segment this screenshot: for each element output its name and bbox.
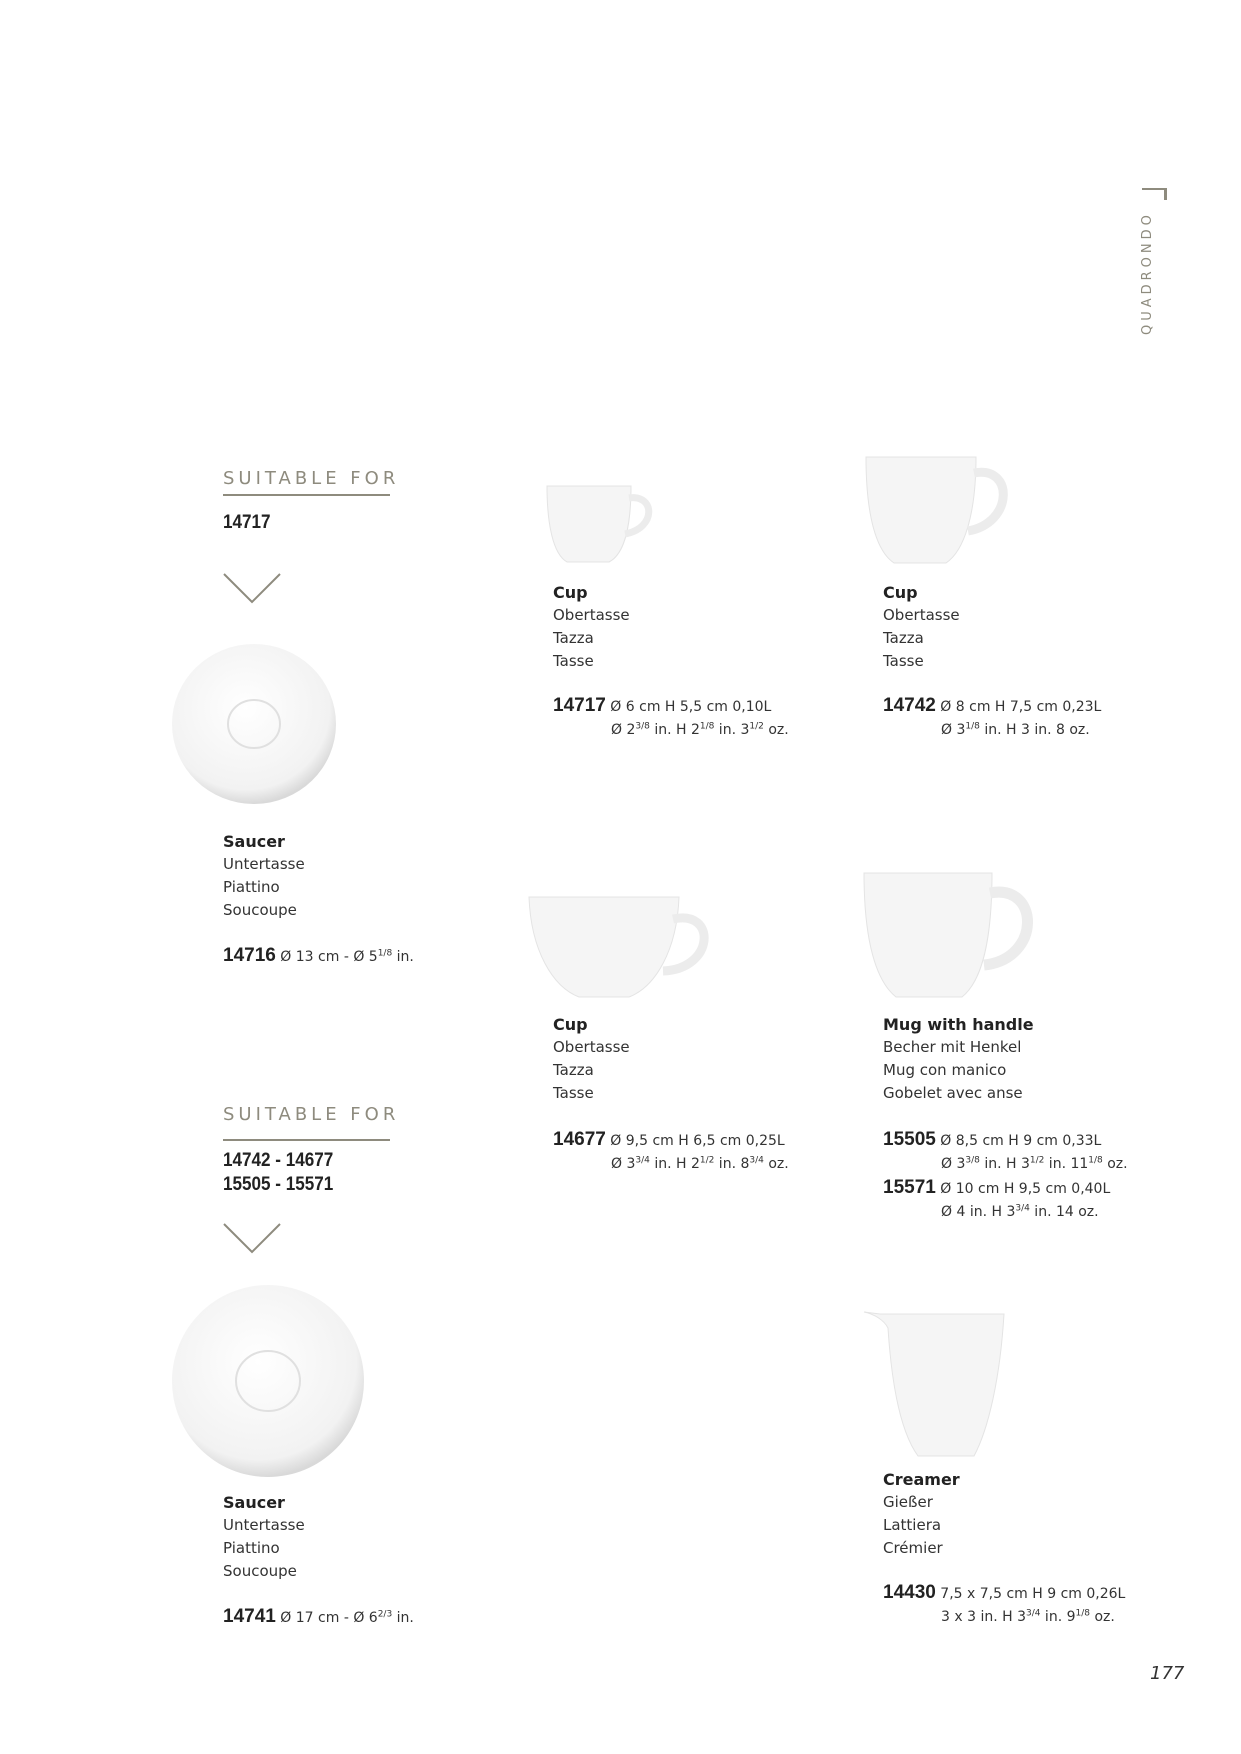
side-tab-rule-tick bbox=[1164, 188, 1167, 200]
cup-14742-names bbox=[883, 581, 960, 673]
product-code: 15505 bbox=[883, 1129, 936, 1150]
saucer-large-spec: 14741 Ø 17 cm - Ø $6^{2/3}$ in. bbox=[223, 1606, 414, 1627]
mug-spec: 15505 Ø 8,5 cm H 9 cm 0,33L Ø $3^{3/8}$ in. H $3^{1/2}$ in. $11^{1/8}$ oz. 15571 Ø 10 cm H 9,5 cm 0,40L Ø 4 in. H $3^{3/4}$ in. 14 oz. bbox=[883, 1128, 1128, 1224]
product-code: 14677 bbox=[553, 1129, 606, 1150]
cup-14717-spec: 14717 Ø 6 cm H 5,5 cm 0,10L Ø $2^{3/8}$ in. H $2^{1/8}$ in. $3^{1/2}$ oz. bbox=[553, 694, 789, 742]
suitable-for-heading-2: SUITABLE FOR bbox=[223, 1104, 400, 1125]
cup-14677-spec: 14677 Ø 9,5 cm H 6,5 cm 0,25L Ø $3^{3/4}$ in. H $2^{1/2}$ in. $8^{3/4}$ oz. bbox=[553, 1128, 789, 1176]
product-code: 14741 bbox=[223, 1606, 276, 1627]
product-name: Cup bbox=[553, 583, 588, 602]
product-name-fr: Gobelet avec anse bbox=[883, 1084, 1023, 1102]
product-code: 14430 bbox=[883, 1582, 936, 1603]
product-name-fr: Tasse bbox=[553, 1084, 594, 1102]
product-name-it: Tazza bbox=[553, 1061, 594, 1079]
product-name-it: Tazza bbox=[553, 629, 594, 647]
suitable-for-rule-2 bbox=[223, 1139, 390, 1141]
cup-14717-names bbox=[553, 581, 630, 673]
product-code: 14742 bbox=[883, 695, 936, 716]
imperial-dims: Ø 4 in. H $3^{3/4}$ in. 14 oz. bbox=[941, 1203, 1099, 1220]
product-name: Saucer bbox=[223, 1493, 285, 1512]
saucer-large-image bbox=[170, 1283, 366, 1479]
creamer-spec: 14430 7,5 x 7,5 cm H 9 cm 0,26L 3 x 3 in. H $3^{3/4}$ in. $9^{1/8}$ oz. bbox=[883, 1581, 1125, 1629]
product-name-de: Gießer bbox=[883, 1493, 933, 1511]
product-name-de: Untertasse bbox=[223, 1516, 305, 1534]
imperial-dims: Ø $3^{3/4}$ in. H $2^{1/2}$ in. $8^{3/4}$ oz. bbox=[611, 1155, 789, 1172]
product-code: 14716 bbox=[223, 945, 276, 966]
product-code: 15571 bbox=[883, 1177, 936, 1198]
suitable-for-heading: SUITABLE FOR bbox=[223, 468, 400, 489]
saucer-small-image bbox=[170, 642, 338, 807]
mug-image bbox=[862, 871, 1047, 1001]
product-name-it: Mug con manico bbox=[883, 1061, 1007, 1079]
suitable-code-2b: 15505 - 15571 bbox=[223, 1174, 334, 1195]
product-name-de: Becher mit Henkel bbox=[883, 1038, 1022, 1056]
imperial-dims: 3 x 3 in. H $3^{3/4}$ in. $9^{1/8}$ oz. bbox=[941, 1608, 1115, 1625]
product-code: 14717 bbox=[553, 695, 606, 716]
product-name-it: Piattino bbox=[223, 1539, 280, 1557]
suitable-for-rule bbox=[223, 494, 390, 496]
product-name-fr: Tasse bbox=[553, 652, 594, 670]
saucer-small-names bbox=[223, 830, 305, 922]
mug-names bbox=[883, 1013, 1034, 1105]
cup-14742-spec: 14742 Ø 8 cm H 7,5 cm 0,23L Ø $3^{1/8}$ in. H 3 in. 8 oz. bbox=[883, 694, 1101, 742]
chevron-down-icon bbox=[222, 572, 282, 604]
cup-medium-image bbox=[864, 455, 1024, 567]
product-name-it: Lattiera bbox=[883, 1516, 942, 1534]
product-name-de: Obertasse bbox=[883, 606, 960, 624]
product-name-de: Obertasse bbox=[553, 1038, 630, 1056]
product-name-fr: Soucoupe bbox=[223, 1562, 297, 1580]
creamer-names bbox=[883, 1468, 960, 1560]
collection-title: QUADRONDO bbox=[1140, 211, 1155, 335]
imperial-dims: Ø $3^{1/8}$ in. H 3 in. 8 oz. bbox=[941, 721, 1090, 738]
product-name-it: Piattino bbox=[223, 878, 280, 896]
suitable-code: 14717 bbox=[223, 512, 271, 533]
product-name: Cup bbox=[553, 1015, 588, 1034]
product-name-de: Obertasse bbox=[553, 606, 630, 624]
product-name-fr: Soucoupe bbox=[223, 901, 297, 919]
product-name: Creamer bbox=[883, 1470, 960, 1489]
chevron-down-icon bbox=[222, 1222, 282, 1254]
cup-14677-names bbox=[553, 1013, 630, 1105]
cup-wide-image bbox=[527, 895, 721, 1000]
product-name-de: Untertasse bbox=[223, 855, 305, 873]
product-name-fr: Tasse bbox=[883, 652, 924, 670]
suitable-code-2a: 14742 - 14677 bbox=[223, 1150, 334, 1171]
saucer-small-spec: 14716 Ø 13 cm - Ø $5^{1/8}$ in. bbox=[223, 945, 414, 966]
product-name: Mug with handle bbox=[883, 1015, 1034, 1034]
creamer-image bbox=[862, 1310, 1007, 1460]
product-name-it: Tazza bbox=[883, 629, 924, 647]
saucer-large-names bbox=[223, 1491, 305, 1583]
product-name: Cup bbox=[883, 583, 918, 602]
page-number: 177 bbox=[1150, 1663, 1185, 1684]
product-name: Saucer bbox=[223, 832, 285, 851]
product-name-fr: Crémier bbox=[883, 1539, 943, 1557]
cup-small-image bbox=[545, 484, 665, 566]
imperial-dims: Ø $3^{3/8}$ in. H $3^{1/2}$ in. $11^{1/8}$ oz. bbox=[941, 1155, 1128, 1172]
imperial-dims: Ø $2^{3/8}$ in. H $2^{1/8}$ in. $3^{1/2}$ oz. bbox=[611, 721, 789, 738]
